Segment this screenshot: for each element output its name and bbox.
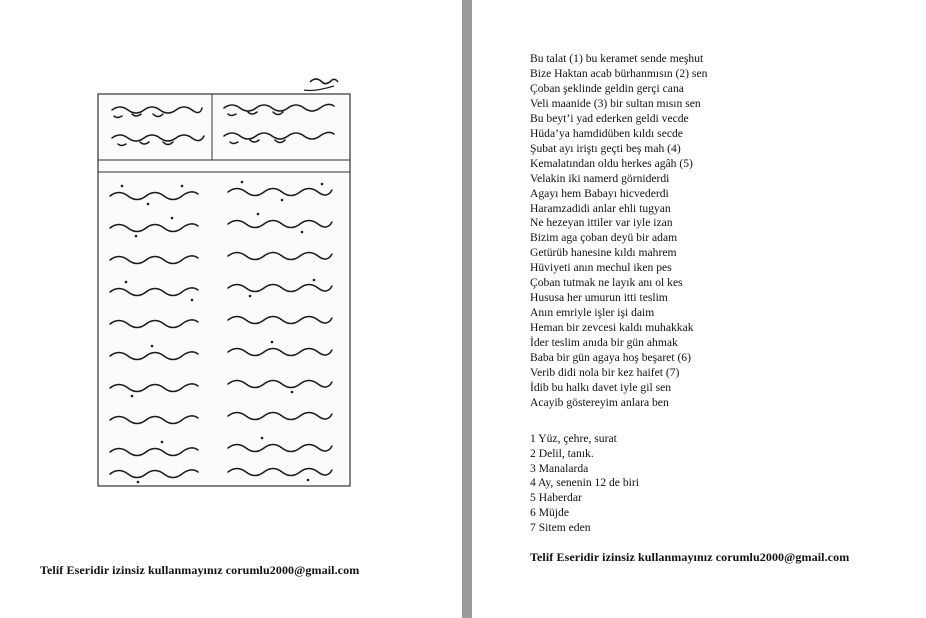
poem-line: Bize Haktan acab bürhanmısın (2) sen (530, 66, 708, 80)
footnote: 6 Müjde (530, 505, 569, 519)
footnote: 3 Manalarda (530, 461, 589, 475)
footnote: 5 Haberdar (530, 491, 582, 505)
poem-line: Bizim aga çoban deyü bir adam (530, 231, 678, 245)
poem-line: Kemalatından oldu herkes agâh (5) (530, 156, 693, 170)
right-page (472, 0, 926, 618)
poem-line: Anın emriyle işler işi daim (530, 306, 655, 320)
poem-line: Ne hezeyan ittiler var iyle izan (530, 216, 673, 230)
poem-line: Baba bir gün agaya hoş beşaret (6) (530, 351, 691, 365)
poem-line: Getürüb hanesine kıldı mahrem (530, 246, 677, 260)
copyright-notice: Telif Eseridir izinsiz kullanmayınız corumlu2000@gmail.com (40, 563, 360, 577)
footnote: 2 Delil, tanık. (530, 446, 594, 460)
poem-line: Hüda’ya hamdidüben kıldı secde (530, 126, 683, 140)
poem-line: Agayı hem Babayı hicvederdi (530, 186, 669, 200)
poem-line: Bu talat (1) bu keramet sende meşhut (530, 52, 704, 65)
poem-line: İder teslim anıda bir gün ahmak (530, 336, 678, 350)
poem-text (530, 52, 707, 411)
poem-line: Çoban şeklinde geldin gerçi cana (530, 81, 684, 95)
manuscript-image (52, 68, 370, 492)
poem-line: Heman bir zevcesi kaldı muhakkak (530, 321, 694, 335)
poem-line: Veli maanide (3) bir sultan mısın sen (530, 96, 701, 110)
poem-line: Haramzadidi anlar ehli tugyan (530, 201, 671, 215)
poem-line: Bu beyt’i yad ederken geldi vecde (530, 111, 689, 125)
copyright-notice: Telif Eseridir izinsiz kullanmayınız corumlu2000@gmail.com (530, 550, 850, 564)
left-page (0, 0, 462, 618)
poem-line: Hüviyeti anın mechul iken pes (530, 261, 672, 275)
page-divider (462, 0, 472, 618)
poem-line: Velakin iki namerd görniderdi (530, 171, 670, 185)
poem-line: Hususa her umurun itti teslim (530, 291, 668, 305)
poem-line: Şubat ayı iriştı geçti beş mah (4) (530, 141, 681, 155)
footnotes (530, 432, 639, 536)
poem-line: Acayib göstereyim anlara ben (530, 395, 669, 409)
footnote: 1 Yüz, çehre, surat (530, 432, 617, 445)
poem-line: Verib didi nola bir kez haifet (7) (530, 366, 680, 380)
poem-line: Çoban tutmak ne layık anı ol kes (530, 276, 683, 290)
poem-line: İdib bu halkı davet iyle gil sen (530, 380, 672, 394)
footnote: 4 Ay, senenin 12 de biri (530, 476, 639, 490)
footnote: 7 Sitem eden (530, 520, 591, 534)
